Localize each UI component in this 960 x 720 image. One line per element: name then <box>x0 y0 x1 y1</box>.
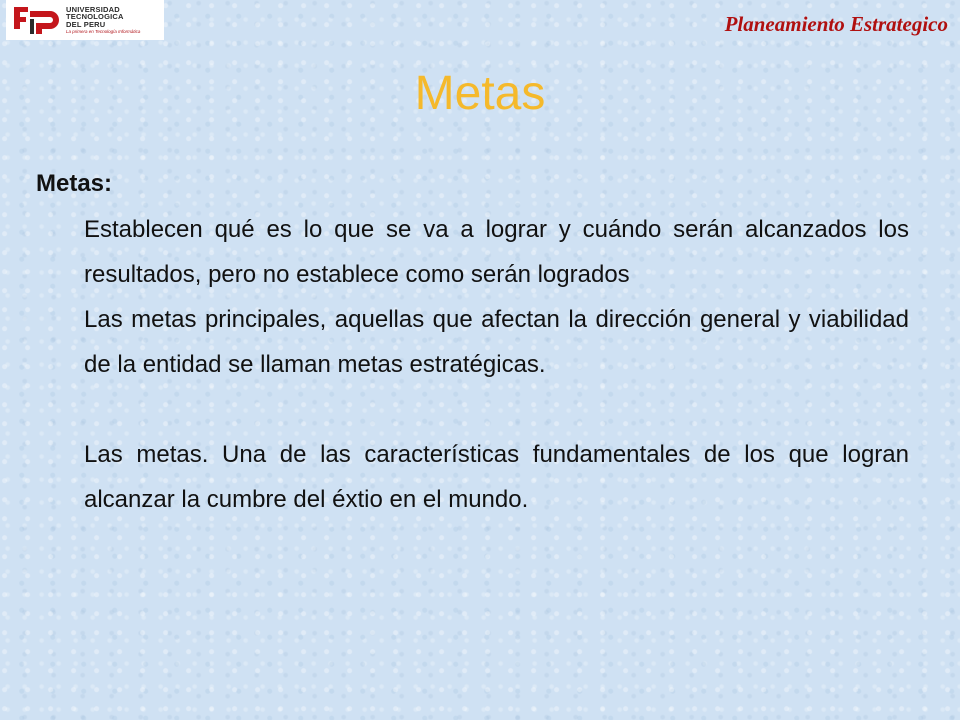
body-paragraph: Las metas principales, aquellas que afectan la dirección general y viabilidad de la entidad se llaman metas estratégicas. <box>84 306 909 378</box>
logo-tagline: La primera en Tecnología Informática <box>66 29 141 34</box>
logo-line: UNIVERSIDAD <box>66 4 120 14</box>
paragraph-spacer <box>84 387 909 432</box>
utp-logo-icon <box>10 3 62 37</box>
logo-line: TECNOLOGICA <box>66 12 124 21</box>
university-logo <box>6 0 164 40</box>
body-paragraph: Establecen qué es lo que se va a lograr y cuándo serán alcanzados los resultados, pero no establece como serán logrados <box>84 216 909 288</box>
section-heading: Metas: <box>36 170 113 197</box>
logo-line: DEL PERU <box>66 19 106 29</box>
slide-title: Metas <box>414 67 546 120</box>
course-title: Planeamiento Estrategico <box>724 12 948 36</box>
logo-text <box>66 6 140 35</box>
body-paragraph: Las metas. Una de las características fundamentales de los que logran alcanzar la cumbre del éxtio en el mundo. <box>84 441 909 513</box>
slide-body <box>84 207 909 522</box>
